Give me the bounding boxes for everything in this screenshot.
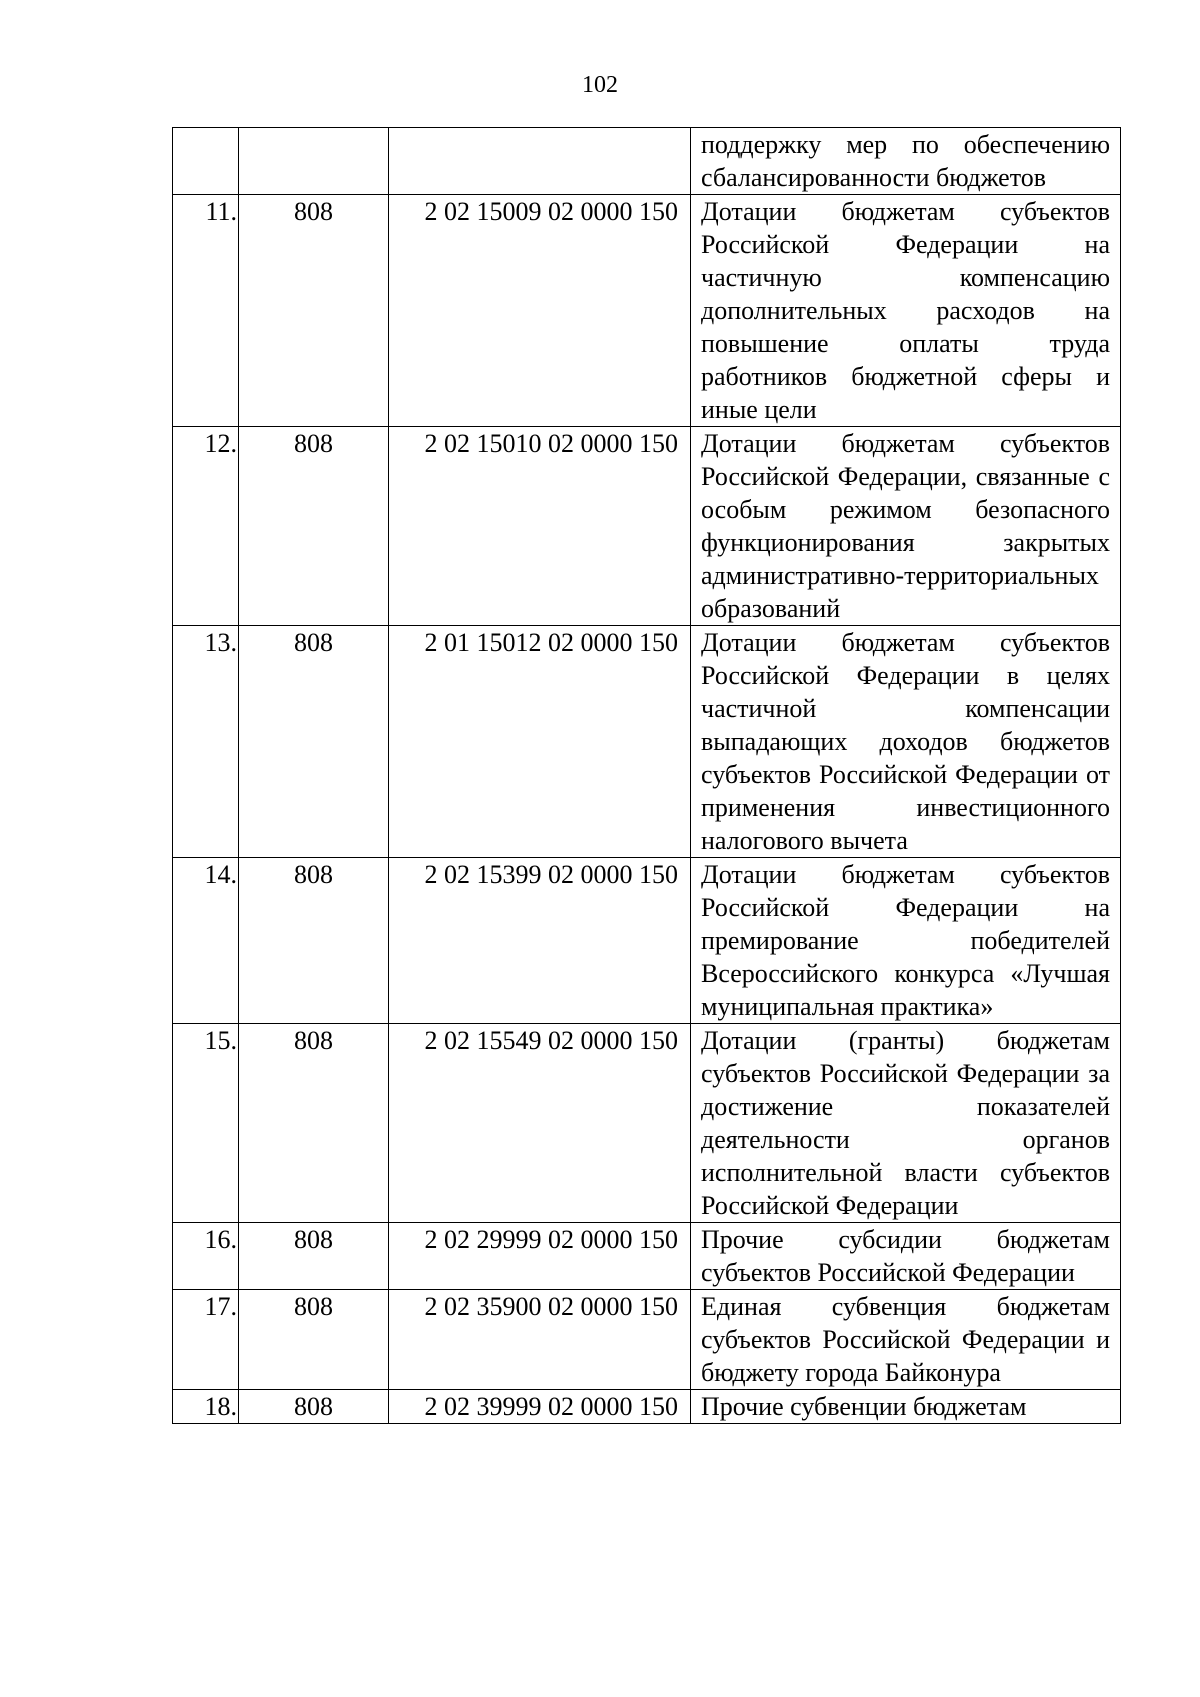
admin-code-cell [239,128,389,195]
admin-code-cell: 808 [239,427,389,626]
budget-code-cell: 2 02 29999 02 0000 150 [389,1223,691,1290]
description-text: Прочие субвенции бюджетам [701,1392,1027,1421]
budget-codes-table [172,127,1121,1424]
description-text: поддержку мер по обеспечению сбалансированности бюджетов [701,130,1110,192]
table-row-continuation [173,128,1121,195]
row-number-cell: 17. [173,1290,239,1390]
table-row [173,1223,1121,1290]
table-row [173,858,1121,1024]
admin-code-cell: 808 [239,1290,389,1390]
description-cell [691,1290,1121,1390]
description-text: Дотации (гранты) бюджетам субъектов Российской Федерации за достижение показателей деятельности органов исполнительной власти субъектов Российской Федерации [701,1026,1110,1220]
row-number-cell [173,128,239,195]
table-row [173,195,1121,427]
table-row [173,626,1121,858]
admin-code-cell: 808 [239,1024,389,1223]
budget-code-cell: 2 02 15010 02 0000 150 [389,427,691,626]
budget-code-cell: 2 01 15012 02 0000 150 [389,626,691,858]
description-cell [691,427,1121,626]
budget-code-cell: 2 02 39999 02 0000 150 [389,1390,691,1424]
description-text: Единая субвенция бюджетам субъектов Российской Федерации и бюджету города Байконура [701,1292,1110,1387]
description-text: Прочие субсидии бюджетам субъектов Российской Федерации [701,1225,1110,1287]
admin-code-cell: 808 [239,626,389,858]
budget-code-cell: 2 02 15399 02 0000 150 [389,858,691,1024]
description-cell [691,1024,1121,1223]
row-number-cell: 12. [173,427,239,626]
description-cell [691,195,1121,427]
row-number-cell: 18. [173,1390,239,1424]
row-number-cell: 15. [173,1024,239,1223]
row-number-cell: 13. [173,626,239,858]
description-text: Дотации бюджетам субъектов Российской Федерации, связанные с особым режимом безопасного функционирования закрытых административно-территориальных образований [701,429,1110,623]
page-number: 102 [582,72,618,98]
budget-code-cell [389,128,691,195]
budget-code-cell: 2 02 15549 02 0000 150 [389,1024,691,1223]
description-text: Дотации бюджетам субъектов Российской Федерации на премирование победителей Всероссийского конкурса «Лучшая муниципальная практика» [701,860,1110,1021]
description-cell [691,1223,1121,1290]
description-cell [691,858,1121,1024]
description-cell [691,1390,1121,1424]
admin-code-cell: 808 [239,1223,389,1290]
table-row [173,427,1121,626]
description-text: Дотации бюджетам субъектов Российской Федерации в целях частичной компенсации выпадающих доходов бюджетов субъектов Российской Федерации от применения инвестиционного налогового вычета [701,628,1110,855]
budget-code-cell: 2 02 15009 02 0000 150 [389,195,691,427]
budget-code-cell: 2 02 35900 02 0000 150 [389,1290,691,1390]
table-row [173,1390,1121,1424]
description-text: Дотации бюджетам субъектов Российской Федерации на частичную компенсацию дополнительных расходов на повышение оплаты труда работников бюджетной сферы и иные цели [701,197,1110,424]
description-cell [691,626,1121,858]
row-number-cell: 16. [173,1223,239,1290]
description-cell [691,128,1121,195]
table-row [173,1290,1121,1390]
row-number-cell: 14. [173,858,239,1024]
admin-code-cell: 808 [239,195,389,427]
admin-code-cell: 808 [239,858,389,1024]
table-row [173,1024,1121,1223]
row-number-cell: 11. [173,195,239,427]
admin-code-cell: 808 [239,1390,389,1424]
